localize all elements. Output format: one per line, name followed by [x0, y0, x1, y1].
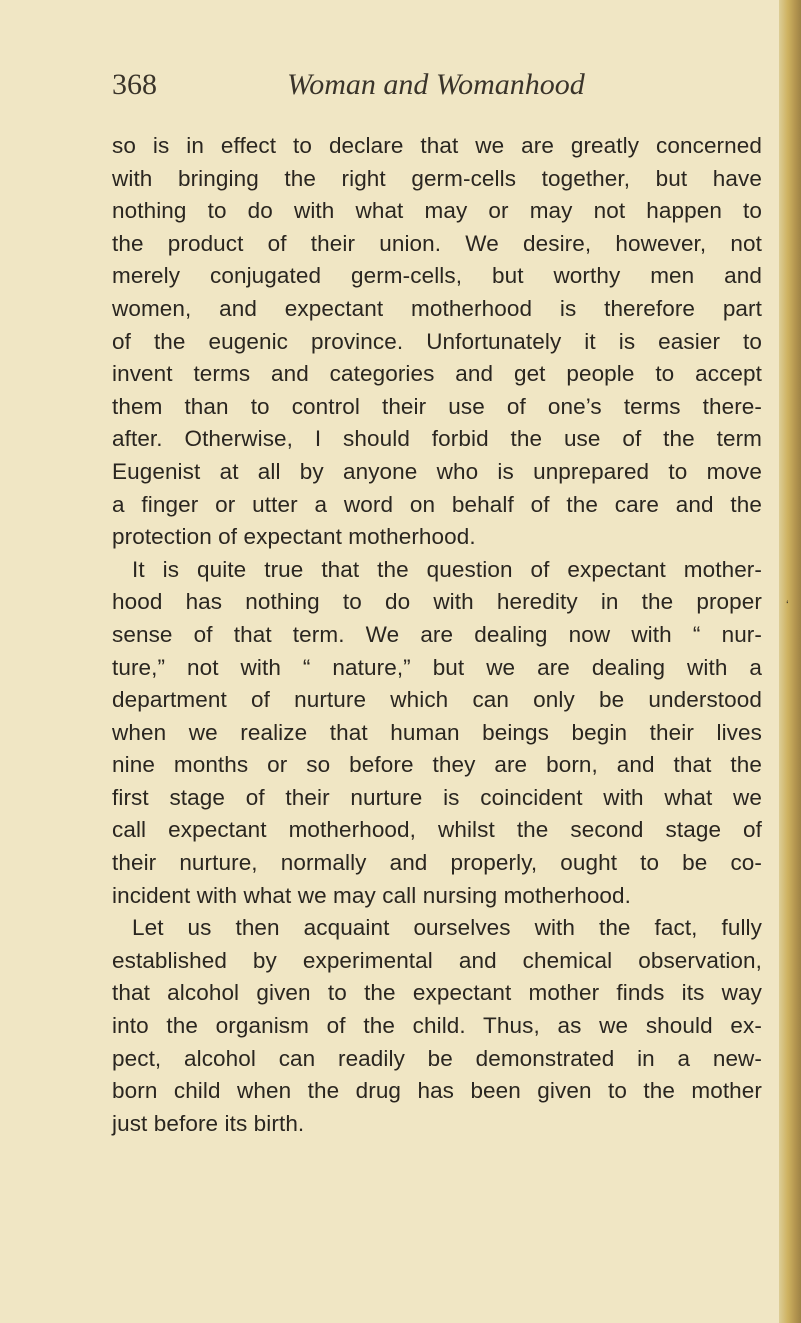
text-line: after. Otherwise, I should forbid the use of the term [112, 426, 762, 452]
text-line: hood has nothing to do with heredity in the proper [112, 589, 762, 615]
text-line: sense of that term. We are dealing now with “ nur- [112, 621, 762, 647]
text-line: born child when the drug has been given to the mother [112, 1078, 762, 1104]
stray-mark: ‘ [786, 598, 789, 612]
text-line: of the eugenic province. Unfortunately it is easier to [112, 328, 762, 354]
running-head [112, 68, 712, 118]
text-line: them than to control their use of one’s terms there- [112, 393, 762, 419]
text-line: into the organism of the child. Thus, as we should ex- [112, 1013, 762, 1039]
text-line: ture,” not with “ nature,” but we are dealing with a [112, 654, 762, 680]
page-edge [779, 0, 801, 1323]
text-line: a finger or utter a word on behalf of the care and the [112, 491, 762, 517]
text-line: nothing to do with what may or may not happen to [112, 198, 762, 224]
page-number: 368 [112, 68, 157, 101]
text-line: with bringing the right germ-cells together, but have [112, 165, 762, 191]
text-line: women, and expectant motherhood is therefore part [112, 295, 762, 321]
text-line: established by experimental and chemical observation, [112, 947, 762, 973]
text-line: call expectant motherhood, whilst the second stage of [112, 817, 762, 843]
text-line: It is quite true that the question of expectant mother- [132, 556, 762, 582]
text-line: invent terms and categories and get people to accept [112, 361, 762, 387]
text-line: protection of expectant motherhood. [112, 524, 476, 550]
text-line: so is in effect to declare that we are greatly concerned [112, 133, 762, 158]
text-line: Let us then acquaint ourselves with the fact, fully [132, 915, 762, 941]
book-title: Woman and Womanhood [287, 68, 585, 101]
text-line: first stage of their nurture is coincident with what we [112, 784, 762, 810]
text-line: when we realize that human beings begin their lives [112, 719, 762, 745]
text-line: Eugenist at all by anyone who is unprepared to move [112, 458, 762, 484]
text-line: incident with what we may call nursing motherhood. [112, 882, 632, 908]
text-line: just before its birth. [112, 1110, 305, 1136]
text-line: their nurture, normally and properly, ought to be co- [112, 850, 762, 876]
text-line: department of nurture which can only be understood [112, 687, 762, 713]
text-line: the product of their union. We desire, however, not [112, 230, 762, 256]
text-line: that alcohol given to the expectant mother finds its way [112, 980, 762, 1006]
text-line: nine months or so before they are born, and that the [112, 752, 762, 778]
body-text [112, 130, 762, 1140]
text-line: pect, alcohol can readily be demonstrated in a new- [112, 1045, 762, 1071]
text-line: merely conjugated germ-cells, but worthy men and [112, 263, 762, 289]
